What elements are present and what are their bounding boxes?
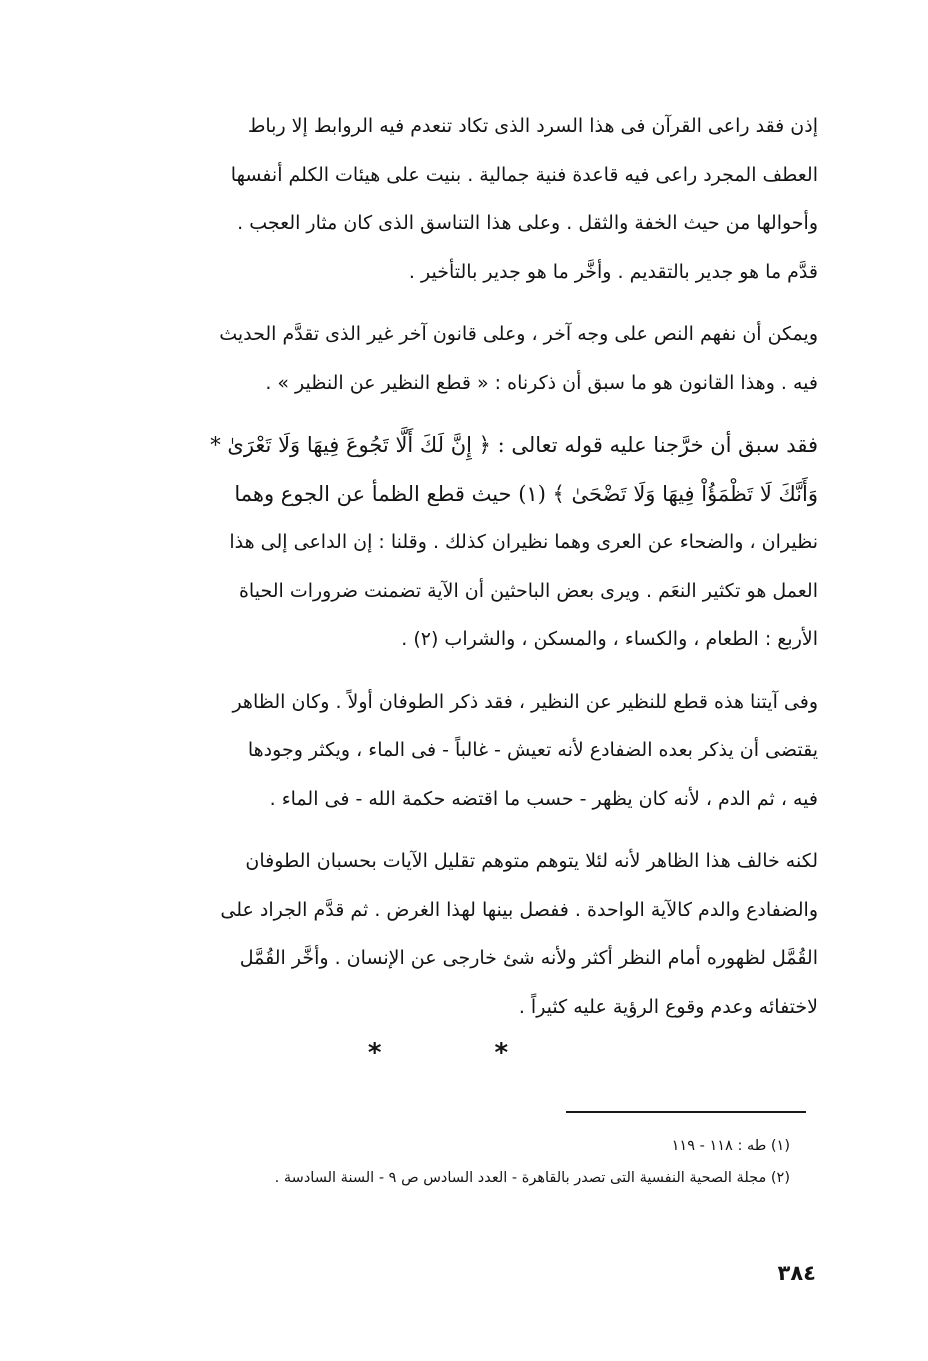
paragraph-4: [100, 678, 818, 824]
page-number: ٣٨٤: [777, 1261, 816, 1285]
footnote-1: (١) طه : ١١٨ - ١١٩: [671, 1138, 790, 1154]
paragraph-gap: [100, 296, 818, 310]
footnote-2: (٢) مجلة الصحية النفسية التى تصدر بالقاهرة - العدد السادس ص ٩ - السنة السادسة .: [274, 1170, 790, 1186]
text-line: فيه . وهذا القانون هو ما سبق أن ذكرناه : « قطع النظير عن النظير » .: [265, 371, 818, 394]
text-line: لاختفائه وعدم وقوع الرؤية عليه كثيراً .: [518, 995, 818, 1018]
paragraph-gap: [100, 823, 818, 837]
paragraph-gap: [100, 407, 818, 421]
footnote-divider: [566, 1111, 806, 1113]
footnotes: [100, 1130, 790, 1194]
text-line: الأربع : الطعام ، والكساء ، والمسكن ، والشراب (٢) .: [401, 628, 818, 650]
text-line: العمل هو تكثير النعَم . ويرى بعض الباحثين أن الآية تضمنت ضرورات الحياة: [238, 579, 818, 602]
text-line: ويمكن أن نفهم النص على وجه آخر ، وعلى قانون آخر غير الذى تقدَّم الحديث: [219, 323, 818, 345]
paragraph-gap: [100, 664, 818, 678]
quran-verse-line: فقد سبق أن خرَّجنا عليه قوله تعالى : ﴿ إِنَّ لَكَ أَلَّا تَجُوعَ فِيهَا وَلَا تَعْرَىٰ *: [210, 433, 818, 457]
text-line: قدَّم ما هو جدير بالتقديم . وأخَّر ما هو جدير بالتأخير .: [408, 260, 818, 283]
text-line: القُمَّل لظهوره أمام النظر أكثر ولأنه شئ خارجى عن الإنسان . وأخَّر القُمَّل: [239, 947, 818, 969]
text-line: إذن فقد راعى القرآن فى هذا السرد الذى تكاد تنعدم فيه الروابط إلا رباط: [247, 115, 818, 137]
text-line: فيه ، ثم الدم ، لأنه كان يظهر - حسب ما اقتضه حكمة الله - فى الماء .: [269, 787, 818, 810]
text-line: والضفادع والدم كالآية الواحدة . ففصل بينها لهذا الغرض . ثم قدَّم الجراد على: [220, 898, 818, 921]
paragraph-3: [100, 421, 818, 664]
text-line: يقتضى أن يذكر بعده الضفادع لأنه تعيش - غالباً - فى الماء ، ويكثر وجودها: [247, 739, 818, 761]
quran-verse-line: وَأَنَّكَ لَا تَظْمَؤُاْ فِيهَا وَلَا تَضْحَىٰ ﴾ (١) حيث قطع الظمأ عن الجوع وهما: [234, 481, 818, 506]
paragraph-2: [100, 310, 818, 407]
paragraph-1: [100, 102, 818, 296]
text-line: لكنه خالف هذا الظاهر لأنه لئلا يتوهم متوهم تقليل الآيات بحسبان الطوفان: [245, 850, 818, 872]
body-text: [100, 102, 818, 1031]
text-line: وفى آيتنا هذه قطع للنظير عن النظير ، فقد ذكر الطوفان أولاً . وكان الظاهر: [232, 690, 818, 713]
text-line: نظيران ، والضحاء عن العرى وهما نظيران كذلك . وقلنا : إن الداعى إلى هذا: [229, 531, 818, 553]
text-line: وأحوالها من حيث الخفة والثقل . وعلى هذا التناسق الذى كان مثار العجب .: [237, 212, 818, 234]
paragraph-5: [100, 837, 818, 1031]
section-separator: * *: [367, 1038, 561, 1068]
text-line: العطف المجرد راعى فيه قاعدة فنية جمالية . بنيت على هيئات الكلم أنفسها: [230, 163, 818, 186]
